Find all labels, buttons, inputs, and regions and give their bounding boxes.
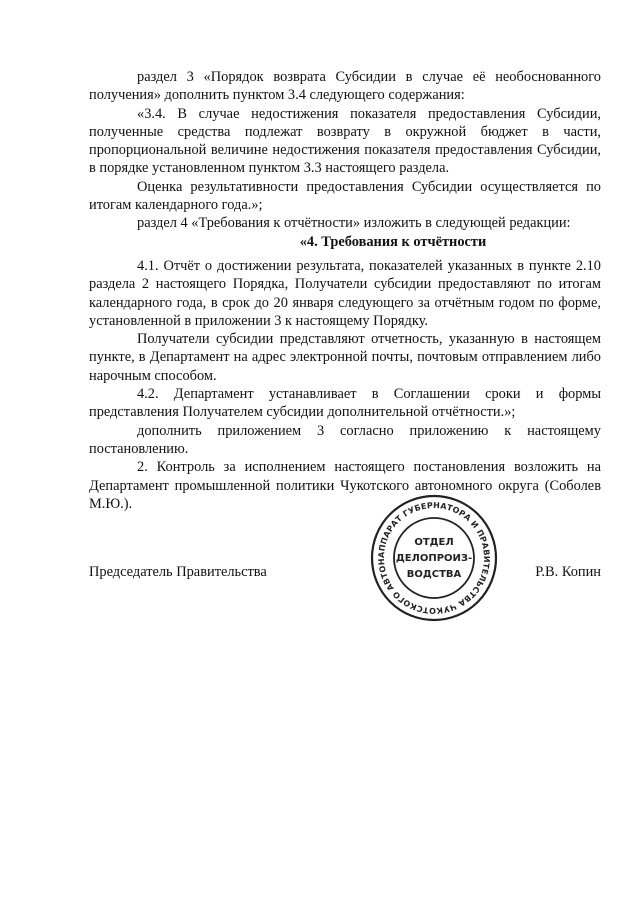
paragraph-section4: раздел 4 «Требования к отчётности» изложить в следующей редакции: (137, 215, 571, 232)
section-heading: «4. Требования к отчётности (299, 233, 487, 250)
paragraph-appendix: дополнить приложением 3 согласно приложению к настоящему постановлению. (89, 422, 601, 457)
stamp-line-2: ДЕЛОПРОИЗ- (395, 553, 473, 564)
paragraph-reporting: Получатели субсидии представляют отчетность, указанную в настоящем пункте, в Департамент на адрес электронной почты, почтовым отправлением либо нарочным способом. (89, 331, 601, 384)
paragraph-evaluation: Оценка результативности предоставления Субсидии осуществляется по итогам календарного года.»; (89, 178, 601, 214)
paragraph-3-4: «3.4. В случае недостижения показателя предоставления Субсидии, полученные средства подлежат возврату в окружной бюджет в части, пропорциональной величине недостижения показателя предоставления Субсидии, в порядке установленном пунктом 3.3 настоящего раздела. (89, 105, 601, 177)
paragraph-4-2: 4.2. Департамент устанавливает в Соглашении сроки и формы представления Получателем субсидии дополнительной отчётности.»; (89, 386, 601, 421)
stamp-line-1: ОТДЕЛ (414, 537, 454, 548)
signature-row (89, 563, 601, 585)
office-stamp (368, 492, 500, 624)
stamp-line-3: ВОДСТВА (406, 569, 462, 580)
signatory-name: Р.В. Копин (535, 564, 601, 580)
stamp-graphic (368, 492, 500, 624)
paragraph-section3: раздел 3 «Порядок возврата Субсидии в случае её необоснованного получения» дополнить пунктом 3.4 следующего содержания: (89, 69, 601, 104)
document-body (89, 68, 601, 513)
paragraph-control: 2. Контроль за исполнением настоящего постановления возложить на Департамент промышленной политики Чукотского автономного округа (Соболев М.Ю.). (89, 459, 601, 512)
paragraph-4-1: 4.1. Отчёт о достижении результата, показателей указанных в пункте 2.10 раздела 2 настоящего Порядка, Получатели субсидии предоставляют по итогам календарного года, в срок до 20 января следующего за отчётным годом по форме, установленной в приложении 3 к настоящему Порядку. (89, 257, 601, 329)
signatory-position: Председатель Правительства (89, 564, 267, 580)
stamp-ring-text: АППАРАТ ГУБЕРНАТОРА И ПРАВИТЕЛЬСТВА ЧУКОТСКОГО АВТОН (376, 500, 492, 616)
